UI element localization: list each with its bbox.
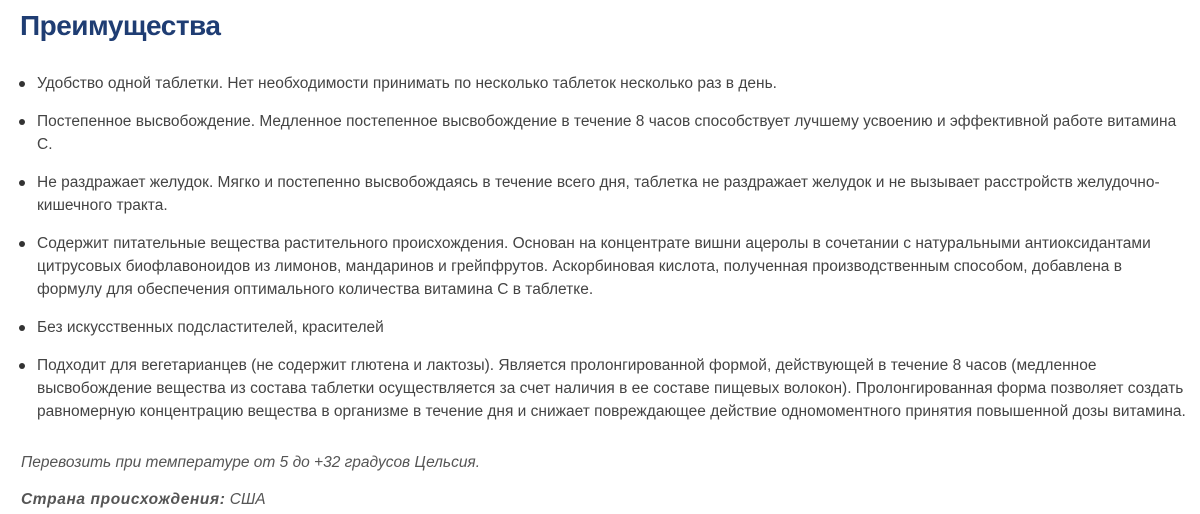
bullet-icon bbox=[19, 325, 25, 331]
shipping-note: Перевозить при температуре от 5 до +32 градусов Цельсия. bbox=[21, 454, 481, 471]
origin-value: США bbox=[229, 491, 266, 508]
list-item bbox=[0, 232, 1200, 301]
bullet-icon bbox=[19, 241, 25, 247]
origin-line bbox=[21, 488, 266, 511]
bullet-icon bbox=[19, 81, 25, 87]
origin-label: Страна происхождения: bbox=[21, 491, 226, 508]
list-item bbox=[0, 316, 1200, 339]
benefits-list bbox=[0, 72, 1200, 438]
benefit-text: Содержит питательные вещества растительного происхождения. Основан на концентрате вишни ацеролы в сочетании с натуральными антиоксидантами цитрусовых биофлавоноидов из лимонов, мандаринов и грейпфрутов. Аскорбиновая кислота, полученная производственным способом, добавлена в формулу для обеспечения оптимального количества витамина С в таблетке. bbox=[37, 235, 1151, 298]
bullet-icon bbox=[19, 363, 25, 369]
bullet-icon bbox=[19, 180, 25, 186]
benefit-text: Не раздражает желудок. Мягко и постепенно высвобождаясь в течение всего дня, таблетка не раздражает желудок и не вызывает расстройств желудочно-кишечного тракта. bbox=[37, 174, 1160, 214]
bullet-icon bbox=[19, 119, 25, 125]
benefit-text: Без искусственных подсластителей, красителей bbox=[37, 319, 384, 336]
list-item bbox=[0, 72, 1200, 95]
benefit-text: Удобство одной таблетки. Нет необходимости принимать по несколько таблеток несколько раз в день. bbox=[37, 75, 777, 92]
list-item bbox=[0, 354, 1200, 423]
page-title: Преимущества bbox=[20, 10, 221, 41]
benefit-text: Подходит для вегетарианцев (не содержит глютена и лактозы). Является пролонгированной формой, действующей в течение 8 часов (медленное высвобождение вещества из состава таблетки осуществляется за счет наличия в ее составе пищевых волокон). Пролонгированная форма позволяет создать равномерную концентрацию вещества в организме в течение дня и снижает повреждающее действие одномоментного принятия повышенной дозы витамина. bbox=[37, 357, 1186, 420]
benefit-text: Постепенное высвобождение. Медленное постепенное высвобождение в течение 8 часов способствует лучшему усвоению и эффективной работе витамина С. bbox=[37, 113, 1177, 153]
list-item bbox=[0, 171, 1200, 217]
list-item bbox=[0, 110, 1200, 156]
